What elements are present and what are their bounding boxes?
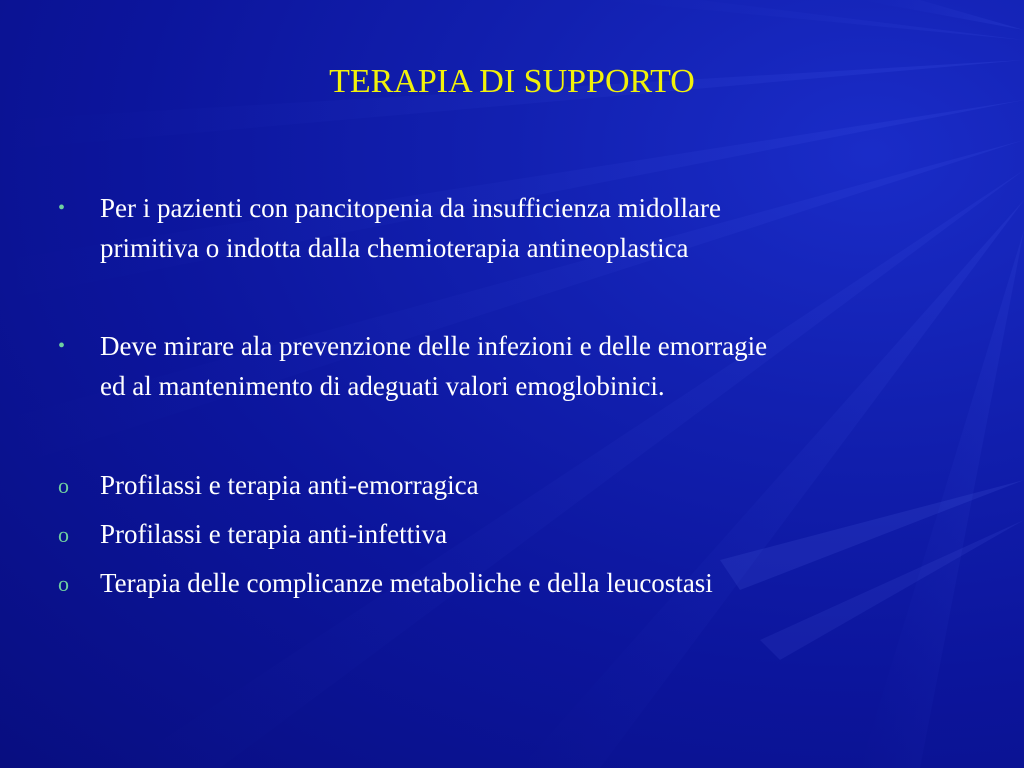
bullet-item-2: [58, 326, 963, 406]
sub-item-text: Terapia delle complicanze metaboliche e della leucostasi: [100, 568, 713, 598]
slide-title: TERAPIA DI SUPPORTO: [329, 63, 695, 100]
circle-bullet-icon: o: [58, 571, 69, 596]
bullet-text-line-1: Per i pazienti con pancitopenia da insufficienza midollare: [100, 193, 722, 223]
bullet-text-line-2: primitiva o indotta dalla chemioterapia antineoplastica: [100, 233, 689, 263]
circle-bullet-icon: o: [58, 522, 69, 547]
bullet-dot-icon: •: [58, 197, 66, 219]
circle-bullet-icon: o: [58, 473, 69, 498]
bullet-dot-icon: •: [58, 335, 66, 357]
sub-item-3: [58, 563, 963, 603]
bullet-text-line-1: Deve mirare ala prevenzione delle infezioni e delle emorragie: [100, 331, 768, 361]
sub-item-text: Profilassi e terapia anti-emorragica: [100, 470, 479, 500]
sub-item-1: [58, 465, 963, 505]
sub-item-text: Profilassi e terapia anti-infettiva: [100, 519, 448, 549]
sub-item-2: [58, 514, 963, 554]
bullet-text-line-2: ed al mantenimento di adeguati valori emoglobinici.: [100, 371, 665, 401]
bullet-item-1: [58, 188, 963, 268]
